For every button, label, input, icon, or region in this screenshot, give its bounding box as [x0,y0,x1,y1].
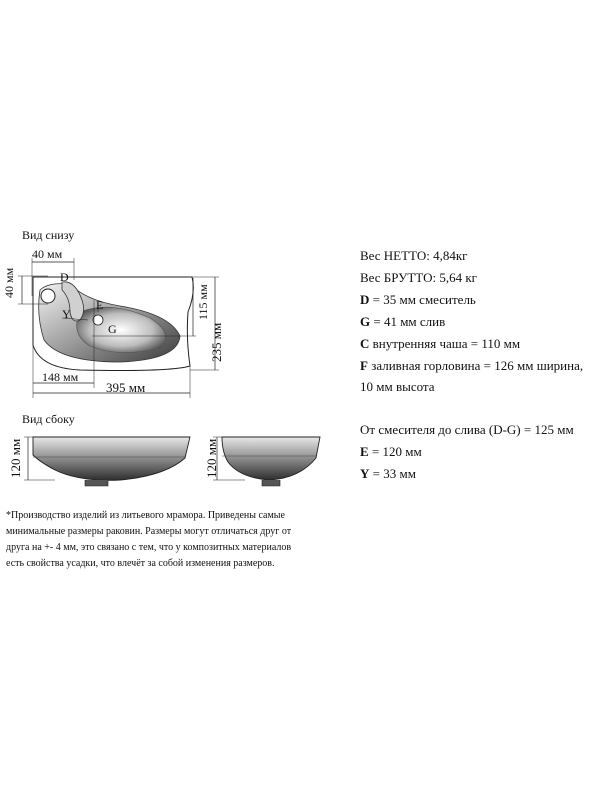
footnote-line-1: *Производство изделий из литьевого мрамора. Приведены самые [6,510,285,521]
side-view-long [33,437,190,480]
footnote [6,508,336,572]
spec-d-key: D [360,292,370,307]
footnote-line-4: есть свойства усадки, что влечёт за собой изменения размеров. [6,558,275,569]
point-d-label: D [60,270,69,284]
footnote-line-2: минимальные размеры раковин. Размеры могут отличаться друг от [6,526,292,537]
spec-f-key: F [360,358,368,373]
point-e-label: E [96,298,104,312]
spec-d-text: = 35 мм смеситель [369,292,476,307]
spec-f [360,358,583,374]
spec-g-key: G [360,314,371,329]
dim-235: 235 мм [209,322,224,362]
bottom-view-title: Вид снизу [22,228,75,242]
spec-y-key: Y [360,466,370,481]
point-g-label: G [108,322,117,336]
side-view-drawing [0,425,340,500]
spec-f-line2: 10 мм высота [360,379,435,394]
dim-40-top: 40 мм [32,247,63,261]
dim-40-left: 40 мм [2,267,16,298]
spec-e-text: = 120 мм [368,444,422,459]
spec-g-text: = 41 мм слив [370,314,446,329]
spec-e [360,444,422,460]
dim-120-side-right: 120 мм [204,438,219,478]
spec-c-text: внутренняя чаша = 110 мм [369,336,521,351]
spec-e-key: E [360,444,369,459]
spec-dg-distance: От смесителя до слива (D-G) = 125 мм [360,422,574,437]
side-view-title: Вид сбоку [22,412,75,426]
drain-hole [93,315,103,325]
side-view-short [222,437,320,480]
spec-y [360,466,416,482]
dim-148: 148 мм [42,370,79,384]
faucet-hole [41,289,55,303]
spec-c-key: C [360,336,370,351]
spec-c [360,336,520,352]
spec-d [360,292,476,308]
dim-115: 115 мм [196,284,210,320]
spec-g [360,314,445,330]
spec-f-text: заливная горловина = 126 мм ширина, [367,358,584,373]
spec-gross-weight: Вес БРУТТО: 5,64 кг [360,270,477,285]
footnote-line-3: друга на +- 4 мм, это связано с тем, что у композитных материалов [6,542,292,553]
point-y-label: Y [62,307,71,321]
spec-y-text: = 33 мм [369,466,416,481]
spec-net-weight: Вес НЕТТО: 4,84кг [360,248,468,263]
dim-120-side-left: 120 мм [8,438,23,478]
dim-395: 395 мм [106,380,146,395]
